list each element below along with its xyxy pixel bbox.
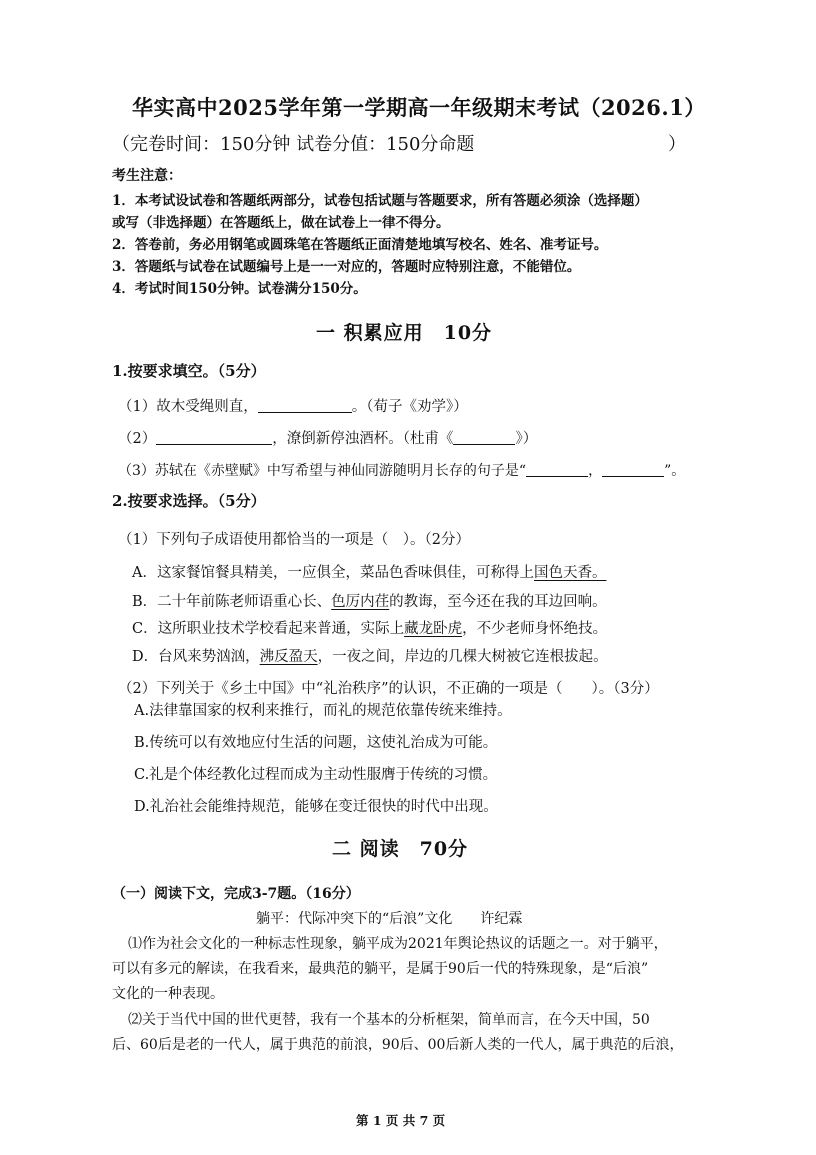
answer-blank [156,430,272,445]
exam-subtitle [112,130,686,156]
q2-sub-1: （1）下列句子成语使用都恰当的一项是（ ）。（2分） [118,532,470,548]
section-2-heading: 二 阅读 70分 [332,838,469,860]
exam-subtitle-text: （完卷时间：150分钟 试卷分值：150分命题 [112,134,475,155]
reading-part-1-label: （一）阅读下文，完成3-7题。（16分） [112,886,360,902]
notice-line-4: 3．答题纸与试卷在试题编号上是一一对应的，答题时应特别注意，不能错位。 [112,259,581,275]
option-a-idiom: 国色天香。 [533,565,607,581]
question-2-label: 2.按要求选择。（5分） [112,492,266,510]
q2-2-option-d: D.礼治社会能维持规范，能够在变迁很快的时代中出现。 [134,799,498,815]
q2-1-option-c [132,617,607,638]
answer-blank [526,462,588,477]
option-b-idiom: 色厉内荏 [331,594,390,610]
q2-2-option-b: B.传统可以有效地应付生活的问题，这使礼治成为可能。 [134,735,498,751]
answer-blank [258,398,352,413]
q1-item-3-mid: ， [588,463,603,479]
q1-item-3 [118,460,685,480]
notice-line-2: 或写（非选择题）在答题纸上，做在试卷上一律不得分。 [112,215,450,231]
answer-blank [602,462,664,477]
option-c-text: C．这所职业技术学校看起来普通，实际上 [132,621,405,637]
q2-2-option-a: A.法律靠国家的权利来推行，而礼的规范依靠传统来维持。 [134,703,512,719]
notice-heading: 考生注意： [112,168,182,184]
notice-line-1: 1．本考试设试卷和答题纸两部分，试卷包括试题与答题要求，所有答题必须涂（选择题） [112,193,648,209]
option-b-text: B．二十年前陈老师语重心长、 [132,594,332,610]
notice-line-5: 4．考试时间150分钟。试卷满分150分。 [112,281,367,297]
answer-blank [453,430,515,445]
exam-subtitle-close: ） [668,134,686,155]
option-d-text: D．台风来势汹汹， [132,649,260,665]
option-d-text-end: ，一夜之间，岸边的几棵大树被它连根拔起。 [317,649,608,665]
notice-line-3: 2．答卷前，务必用钢笔或圆珠笔在答题纸正面清楚地填写校名、姓名、准考证号。 [112,237,608,253]
q2-sub-2: （2）下列关于《乡土中国》中“礼治秩序”的认识，不正确的一项是（ ）。（3分） [118,681,659,697]
article-p1-line-1: ⑴作为社会文化的一种标志性现象，躺平成为2021年舆论热议的话题之一。对于躺平， [128,936,668,952]
article-p2-line-1: ⑵关于当代中国的世代更替，我有一个基本的分析框架，简单而言，在今天中国，50 [128,1012,650,1028]
q2-1-option-d [132,645,608,666]
q1-item-1-pre: （1）故木受绳则直， [118,399,258,415]
article-p1-line-3: 文化的一种表现。 [112,986,224,1002]
q1-item-3-pre: （3）苏轼在《赤壁赋》中写希望与神仙同游随明月长存的句子是“ [118,463,527,479]
section-1-heading: 一 积累应用 10分 [316,322,493,344]
exam-title: 华实高中2025学年第一学期高一年级期末考试（2026.1） [132,95,706,120]
q1-item-1-post: 。（荀子《劝学》） [351,399,468,415]
option-d-idiom: 沸反盈天 [259,649,318,665]
q1-item-1 [118,395,468,416]
article-title: 躺平：代际冲突下的“后浪”文化 许纪霖 [256,911,523,927]
article-p1-line-2: 可以有多元的解读，在我看来，最典范的躺平，是属于90后一代的特殊现象，是“后浪” [112,961,649,977]
page-number-footer: 第 1 页 共 7 页 [356,1113,446,1128]
q1-item-2-mid: ，潦倒新停浊酒杯。（杜甫《 [272,431,454,447]
q1-item-2 [118,427,537,448]
q2-2-option-c: C.礼是个体经教化过程而成为主动性服膺于传统的习惯。 [134,767,498,783]
option-c-idiom: 藏龙卧虎 [404,621,463,637]
option-a-text: A．这家餐馆餐具精美，一应俱全，菜品色香味俱佳，可称得上 [132,565,534,581]
article-p2-line-2: 后、60后是老的一代人，属于典范的前浪，90后、00后新人类的一代人，属于典范的后浪， [112,1037,684,1053]
q2-1-option-a [132,561,606,582]
question-1-label: 1.按要求填空。（5分） [112,362,266,380]
q1-item-2-post: 》） [515,431,538,447]
option-b-text-end: 的教诲，至今还在我的耳边回响。 [389,594,607,610]
q1-item-3-post: ”。 [664,463,686,479]
q2-1-option-b [132,590,607,611]
q1-item-2-pre: （2） [118,431,157,447]
option-c-text-end: ，不少老师身怀绝技。 [462,621,608,637]
